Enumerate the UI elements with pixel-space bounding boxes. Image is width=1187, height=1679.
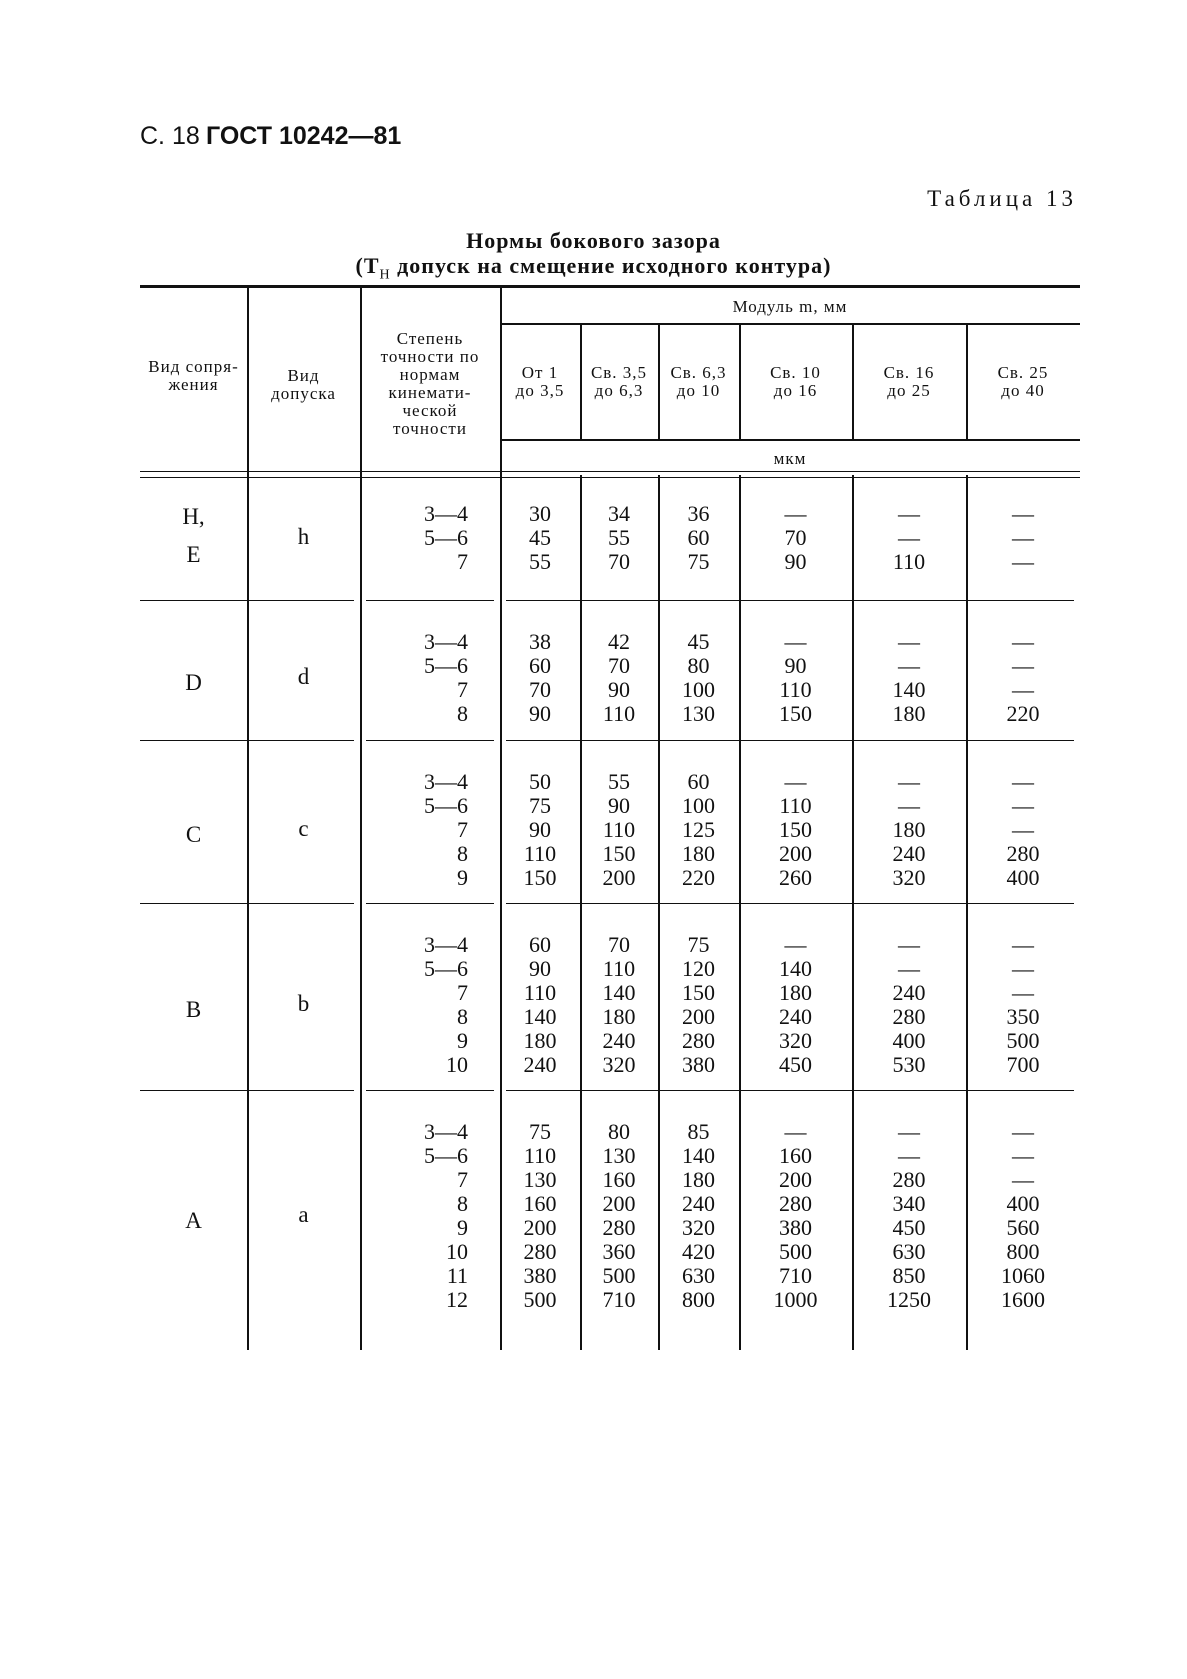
body-col-line-3: [739, 475, 741, 1350]
value-cell: 120: [682, 956, 715, 981]
value-cell: 80: [608, 1119, 630, 1144]
value-cell: 420: [682, 1239, 715, 1264]
value-cell: 60: [529, 653, 551, 678]
value-cell: 110: [892, 549, 926, 574]
accuracy-degree: 3—4: [424, 629, 468, 654]
value-cell: 140: [523, 1004, 557, 1029]
value-cell: 380: [523, 1263, 557, 1288]
value-cell: 800: [682, 1287, 715, 1312]
value-cell: 150: [779, 701, 812, 726]
value-cell: —: [898, 769, 920, 794]
value-cell: 75: [687, 549, 710, 574]
accuracy-degree: 3—4: [424, 501, 468, 526]
value-cell: 90: [784, 549, 807, 574]
subtitle-prefix: (T: [355, 253, 380, 278]
value-cell: —: [898, 1119, 920, 1144]
body-col-line-4: [852, 475, 854, 1350]
value-cell: 320: [892, 865, 926, 890]
value-cell: 180: [779, 980, 812, 1005]
mating-type-1: H, E: [182, 504, 205, 567]
table-title: Нормы бокового зазора: [466, 228, 721, 253]
value-cell: —: [898, 932, 920, 957]
value-cell: 710: [779, 1263, 812, 1288]
value-cell: 80: [687, 653, 710, 678]
value-cell: 150: [602, 841, 636, 866]
value-cell: 350: [1006, 1004, 1040, 1029]
value-cell: 140: [682, 1143, 715, 1168]
value-cell: 1250: [887, 1287, 931, 1312]
value-cell: 450: [892, 1215, 926, 1240]
accuracy-degree: 7: [457, 677, 468, 702]
value-cell: 180: [523, 1028, 557, 1053]
value-cell: —: [1012, 980, 1034, 1005]
value-cell: 220: [1006, 701, 1040, 726]
module-group-rule: [500, 323, 1080, 325]
value-cell: 280: [892, 1167, 926, 1192]
value-cell: 45: [687, 629, 710, 654]
group-rule-2-3: [506, 740, 1074, 741]
tolerance-type-1: h: [297, 524, 310, 549]
value-cell: 280: [523, 1239, 557, 1264]
mating-type-5: A: [185, 1208, 202, 1233]
value-cell: —: [1012, 501, 1034, 526]
value-cell: 260: [779, 865, 812, 890]
mating-type-4: B: [185, 997, 202, 1022]
value-cell: 280: [1006, 841, 1040, 866]
accuracy-degree: 7: [457, 549, 468, 574]
value-cell: 110: [523, 980, 557, 1005]
value-cell: 100: [682, 677, 715, 702]
value-cell: 280: [602, 1215, 636, 1240]
value-cell: —: [784, 501, 807, 526]
value-cell: 850: [892, 1263, 926, 1288]
page-header: [140, 122, 401, 151]
header-module-6: Св. 25 до 40: [997, 363, 1049, 400]
value-cell: 320: [602, 1052, 636, 1077]
value-cell: 380: [682, 1052, 715, 1077]
body-col-line-5: [966, 475, 968, 1350]
value-cell: —: [1012, 549, 1034, 574]
value-cell: 130: [682, 701, 715, 726]
value-cell: —: [1012, 1143, 1034, 1168]
value-cell: 400: [1006, 865, 1040, 890]
accuracy-degree: 7: [457, 980, 468, 1005]
value-cell: 110: [523, 1143, 557, 1168]
value-cell: 50: [529, 769, 551, 794]
value-cell: 200: [602, 1191, 636, 1216]
value-cell: 60: [687, 525, 710, 550]
table-subtitle: [0, 253, 1187, 283]
value-cell: 45: [529, 525, 551, 550]
value-cell: 70: [608, 932, 630, 957]
value-cell: —: [1012, 817, 1034, 842]
group-rule-4-1: [140, 1090, 354, 1091]
value-cell: 400: [1006, 1191, 1040, 1216]
value-cell: —: [1012, 1119, 1034, 1144]
group-rule-4-3: [506, 1090, 1074, 1091]
value-cell: 180: [682, 1167, 715, 1192]
value-cell: —: [1012, 932, 1034, 957]
value-cell: 36: [687, 501, 710, 526]
table-label: Таблица 13: [927, 186, 1077, 211]
value-cell: 140: [602, 980, 636, 1005]
value-cell: —: [1012, 793, 1034, 818]
value-cell: —: [784, 769, 807, 794]
group-rule-1-3: [506, 600, 1074, 601]
value-cell: 140: [779, 956, 812, 981]
value-cell: 340: [892, 1191, 926, 1216]
value-cell: —: [1012, 677, 1034, 702]
value-cell: 500: [602, 1263, 636, 1288]
value-cell: 85: [687, 1119, 710, 1144]
value-cell: 110: [779, 677, 812, 702]
value-cell: 400: [892, 1028, 926, 1053]
accuracy-degree: 3—4: [424, 932, 468, 957]
value-cell: 530: [892, 1052, 926, 1077]
value-cell: 75: [529, 793, 551, 818]
value-cell: 280: [682, 1028, 715, 1053]
group-rule-2-2: [366, 740, 494, 741]
group-rule-2-1: [140, 740, 354, 741]
header-module-3: Св. 6,3 до 10: [670, 363, 727, 400]
value-cell: 160: [602, 1167, 636, 1192]
subtitle-subscript: H: [379, 267, 391, 283]
value-cell: —: [784, 1119, 807, 1144]
value-cell: —: [898, 1143, 920, 1168]
value-cell: 90: [608, 677, 630, 702]
value-cell: 280: [779, 1191, 812, 1216]
accuracy-degree: 9: [457, 1028, 468, 1053]
value-cell: —: [898, 525, 920, 550]
value-cell: 100: [682, 793, 715, 818]
value-cell: 240: [779, 1004, 812, 1029]
header-units: мкм: [773, 449, 807, 468]
value-cell: 130: [602, 1143, 636, 1168]
header-module-2: Св. 3,5 до 6,3: [590, 363, 648, 400]
header-accuracy: Степень точности по нормам кинемати-ческой точности: [380, 329, 480, 438]
value-cell: 160: [779, 1143, 812, 1168]
header-module-4: Св. 10 до 16: [770, 363, 821, 400]
value-cell: 34: [608, 501, 630, 526]
value-cell: 70: [608, 653, 630, 678]
value-cell: 220: [682, 865, 715, 890]
value-cell: 200: [779, 1167, 812, 1192]
value-cell: —: [898, 793, 920, 818]
value-cell: 140: [892, 677, 926, 702]
value-cell: 380: [779, 1215, 812, 1240]
value-cell: 180: [602, 1004, 636, 1029]
value-cell: 180: [892, 701, 926, 726]
value-cell: 630: [892, 1239, 926, 1264]
value-cell: —: [1012, 629, 1034, 654]
accuracy-degree: 10: [446, 1052, 468, 1077]
value-cell: 450: [779, 1052, 812, 1077]
value-cell: 38: [529, 629, 551, 654]
accuracy-degree: 5—6: [424, 653, 468, 678]
value-cell: 90: [529, 701, 551, 726]
value-cell: 70: [529, 677, 551, 702]
accuracy-degree: 8: [457, 701, 468, 726]
value-cell: 90: [784, 653, 807, 678]
value-cell: 200: [602, 865, 636, 890]
value-cell: —: [784, 932, 807, 957]
tolerance-type-4: b: [297, 991, 310, 1016]
header-module-group: Модуль m, мм: [732, 297, 848, 316]
subtitle-rest: допуск на смещение исходного контура): [390, 253, 832, 278]
accuracy-degree: 3—4: [424, 769, 468, 794]
accuracy-degree: 7: [457, 1167, 468, 1192]
group-rule-4-2: [366, 1090, 494, 1091]
accuracy-degree: 12: [446, 1287, 468, 1312]
value-cell: 150: [523, 865, 557, 890]
value-cell: —: [898, 956, 920, 981]
group-rule-1-1: [140, 600, 354, 601]
accuracy-degree: 9: [457, 865, 468, 890]
value-cell: 75: [687, 932, 710, 957]
accuracy-degree: 7: [457, 817, 468, 842]
value-cell: 630: [682, 1263, 715, 1288]
value-cell: 110: [602, 817, 636, 842]
value-cell: —: [784, 629, 807, 654]
value-cell: 125: [682, 817, 715, 842]
value-cell: 110: [602, 956, 636, 981]
value-cell: 55: [608, 769, 630, 794]
group-rule-1-2: [366, 600, 494, 601]
tolerance-type-5: a: [298, 1202, 309, 1227]
value-cell: 110: [523, 841, 557, 866]
accuracy-degree: 5—6: [424, 525, 468, 550]
value-cell: 110: [779, 793, 812, 818]
header-mating: Вид сопря- жения: [148, 357, 239, 394]
value-cell: 800: [1006, 1239, 1040, 1264]
value-cell: 240: [892, 841, 926, 866]
table-top-rule: [140, 285, 1080, 288]
value-cell: 710: [602, 1287, 636, 1312]
value-cell: 90: [608, 793, 630, 818]
value-cell: 200: [682, 1004, 715, 1029]
value-cell: 560: [1006, 1215, 1040, 1240]
value-cell: 60: [529, 932, 551, 957]
mating-type-3: C: [185, 822, 202, 847]
value-cell: —: [1012, 1167, 1034, 1192]
value-cell: 150: [779, 817, 812, 842]
accuracy-degree: 5—6: [424, 793, 468, 818]
header-rule-a: [140, 471, 1080, 472]
value-cell: 320: [779, 1028, 812, 1053]
value-cell: 70: [608, 549, 630, 574]
value-cell: —: [1012, 653, 1034, 678]
header-module-1: От 1 до 3,5: [515, 363, 565, 400]
value-cell: —: [1012, 769, 1034, 794]
value-cell: —: [898, 653, 920, 678]
value-cell: 200: [523, 1215, 557, 1240]
value-cell: 55: [608, 525, 630, 550]
accuracy-degree: 11: [446, 1263, 468, 1288]
value-cell: 55: [529, 549, 551, 574]
accuracy-degree: 3—4: [424, 1119, 468, 1144]
value-cell: 240: [602, 1028, 636, 1053]
value-cell: 70: [784, 525, 807, 550]
value-cell: 240: [523, 1052, 557, 1077]
value-cell: 150: [682, 980, 715, 1005]
value-cell: 42: [608, 629, 630, 654]
value-cell: 90: [529, 956, 551, 981]
accuracy-degree: 10: [446, 1239, 468, 1264]
value-cell: 240: [682, 1191, 715, 1216]
value-cell: 180: [682, 841, 715, 866]
value-cell: —: [898, 629, 920, 654]
value-cell: 60: [687, 769, 710, 794]
value-cell: 1060: [1001, 1263, 1045, 1288]
value-cell: 110: [602, 701, 636, 726]
accuracy-degree: 5—6: [424, 1143, 468, 1168]
value-cell: 500: [1006, 1028, 1040, 1053]
value-cell: —: [898, 501, 920, 526]
group-rule-3-2: [366, 903, 494, 904]
group-rule-3-1: [140, 903, 354, 904]
header-rule-b: [140, 477, 1080, 478]
value-cell: —: [1012, 525, 1034, 550]
value-cell: 500: [523, 1287, 557, 1312]
value-cell: 320: [682, 1215, 715, 1240]
tolerance-type-2: d: [297, 664, 310, 689]
accuracy-degree: 8: [457, 1191, 468, 1216]
value-cell: 360: [602, 1239, 636, 1264]
mating-type-2: D: [185, 670, 202, 695]
value-cell: 1000: [773, 1287, 818, 1312]
value-cell: 75: [529, 1119, 551, 1144]
value-cell: 500: [779, 1239, 812, 1264]
value-cell: 130: [523, 1167, 557, 1192]
accuracy-degree: 8: [457, 1004, 468, 1029]
value-cell: 1600: [1001, 1287, 1045, 1312]
value-cell: 180: [892, 817, 926, 842]
group-rule-3-3: [506, 903, 1074, 904]
tolerance-type-3: c: [298, 816, 309, 841]
value-cell: 90: [529, 817, 551, 842]
value-cell: 160: [523, 1191, 557, 1216]
value-cell: 280: [892, 1004, 926, 1029]
value-cell: 30: [529, 501, 551, 526]
header-tolerance: Вид допуска: [271, 366, 336, 403]
standard-number: ГОСТ 10242—81: [206, 122, 402, 150]
page-number: С. 18: [140, 122, 200, 150]
units-rule: [500, 439, 1080, 441]
accuracy-degree: 5—6: [424, 956, 468, 981]
accuracy-degree: 8: [457, 841, 468, 866]
accuracy-degree: 9: [457, 1215, 468, 1240]
header-module-5: Св. 16 до 25: [883, 363, 935, 400]
value-cell: 700: [1006, 1052, 1040, 1077]
value-cell: 240: [892, 980, 926, 1005]
value-cell: 200: [779, 841, 812, 866]
value-cell: —: [1012, 956, 1034, 981]
